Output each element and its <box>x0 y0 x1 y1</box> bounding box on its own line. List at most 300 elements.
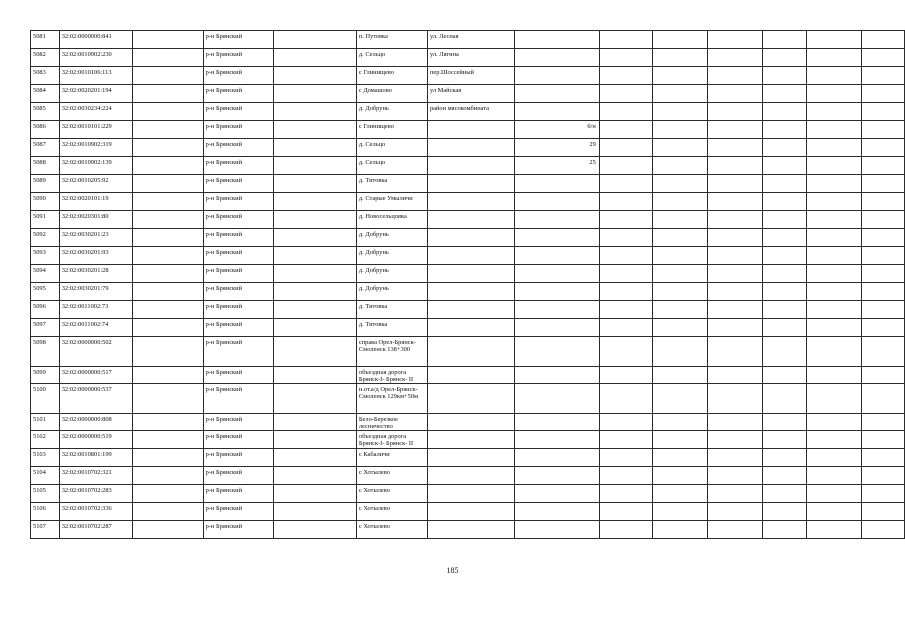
empty-cell <box>807 431 862 449</box>
empty-cell <box>653 103 708 121</box>
empty-cell <box>763 337 807 367</box>
empty-cell <box>763 247 807 265</box>
empty-cell <box>274 265 357 283</box>
row-number-cell: 5091 <box>31 211 60 229</box>
locality-cell: д. Сельцо <box>356 139 427 157</box>
table-row <box>31 414 905 431</box>
empty-cell <box>763 121 807 139</box>
district-cell: р-н Брянский <box>203 449 274 467</box>
empty-cell <box>653 485 708 503</box>
empty-cell <box>599 265 652 283</box>
empty-cell <box>599 414 652 431</box>
empty-cell <box>807 449 862 467</box>
empty-cell <box>862 384 905 414</box>
empty-cell <box>599 175 652 193</box>
table-row <box>31 247 905 265</box>
district-cell: р-н Брянский <box>203 49 274 67</box>
locality-cell: д. Сельцо <box>356 49 427 67</box>
locality-cell: д. Новосельцовка <box>356 211 427 229</box>
house-number-cell: 25 <box>515 157 600 175</box>
empty-cell <box>133 265 203 283</box>
empty-cell <box>599 485 652 503</box>
table-row <box>31 211 905 229</box>
empty-cell <box>708 121 763 139</box>
house-number-cell <box>515 485 600 503</box>
house-number-cell <box>515 283 600 301</box>
empty-cell <box>653 121 708 139</box>
table-row <box>31 449 905 467</box>
table-body <box>31 31 905 539</box>
locality-cell: д. Добрунь <box>356 265 427 283</box>
empty-cell <box>274 367 357 384</box>
district-cell: р-н Брянский <box>203 414 274 431</box>
cadastral-number-cell: 32:02:0000000:519 <box>59 431 133 449</box>
empty-cell <box>274 414 357 431</box>
house-number-cell <box>515 301 600 319</box>
empty-cell <box>133 49 203 67</box>
empty-cell <box>862 121 905 139</box>
cadastral-number-cell: 32:02:0000000:502 <box>59 337 133 367</box>
empty-cell <box>862 485 905 503</box>
empty-cell <box>133 139 203 157</box>
house-number-cell <box>515 247 600 265</box>
empty-cell <box>599 157 652 175</box>
empty-cell <box>807 49 862 67</box>
locality-cell: д. Старые Умыличи <box>356 193 427 211</box>
empty-cell <box>133 31 203 49</box>
cadastral-number-cell: 32:02:0011002:74 <box>59 319 133 337</box>
street-cell <box>427 175 514 193</box>
cadastral-number-cell: 32:02:0030201:23 <box>59 229 133 247</box>
empty-cell <box>807 384 862 414</box>
table-row <box>31 139 905 157</box>
table-row <box>31 431 905 449</box>
empty-cell <box>133 384 203 414</box>
empty-cell <box>807 211 862 229</box>
district-cell: р-н Брянский <box>203 211 274 229</box>
house-number-cell: б/н <box>515 121 600 139</box>
empty-cell <box>763 175 807 193</box>
locality-cell: д. Добрунь <box>356 247 427 265</box>
empty-cell <box>708 521 763 539</box>
house-number-cell <box>515 85 600 103</box>
cadastral-number-cell: 32:02:0030201:93 <box>59 247 133 265</box>
empty-cell <box>653 157 708 175</box>
empty-cell <box>807 121 862 139</box>
empty-cell <box>599 67 652 85</box>
empty-cell <box>807 301 862 319</box>
empty-cell <box>133 247 203 265</box>
empty-cell <box>599 301 652 319</box>
empty-cell <box>274 67 357 85</box>
locality-cell: н.от.а/д Орел-Брянск-Смоленск 129км+50м <box>356 384 427 414</box>
table-row <box>31 384 905 414</box>
house-number-cell <box>515 49 600 67</box>
locality-cell: справа Орел-Брянск-Смоленск 138+300 <box>356 337 427 367</box>
empty-cell <box>133 229 203 247</box>
table-row <box>31 103 905 121</box>
empty-cell <box>862 49 905 67</box>
row-number-cell: 5090 <box>31 193 60 211</box>
house-number-cell <box>515 431 600 449</box>
empty-cell <box>807 193 862 211</box>
empty-cell <box>653 337 708 367</box>
street-cell <box>427 247 514 265</box>
empty-cell <box>653 139 708 157</box>
district-cell: р-н Брянский <box>203 503 274 521</box>
empty-cell <box>599 139 652 157</box>
cadastral-number-cell: 32:02:0020301:80 <box>59 211 133 229</box>
empty-cell <box>763 467 807 485</box>
district-cell: р-н Брянский <box>203 367 274 384</box>
district-cell: р-н Брянский <box>203 384 274 414</box>
district-cell: р-н Брянский <box>203 265 274 283</box>
empty-cell <box>653 31 708 49</box>
street-cell <box>427 449 514 467</box>
table-row <box>31 31 905 49</box>
empty-cell <box>653 175 708 193</box>
table-row <box>31 301 905 319</box>
locality-cell: с Хотылево <box>356 485 427 503</box>
empty-cell <box>763 85 807 103</box>
empty-cell <box>862 503 905 521</box>
empty-cell <box>862 229 905 247</box>
street-cell <box>427 521 514 539</box>
street-cell: ул. Лесная <box>427 31 514 49</box>
empty-cell <box>133 431 203 449</box>
empty-cell <box>763 319 807 337</box>
empty-cell <box>133 211 203 229</box>
empty-cell <box>708 319 763 337</box>
row-number-cell: 5087 <box>31 139 60 157</box>
row-number-cell: 5083 <box>31 67 60 85</box>
empty-cell <box>653 521 708 539</box>
empty-cell <box>807 485 862 503</box>
locality-cell: объездная дорога Брянск-I- Брянск- II <box>356 431 427 449</box>
register-table <box>30 30 905 539</box>
district-cell: р-н Брянский <box>203 337 274 367</box>
empty-cell <box>862 431 905 449</box>
cadastral-number-cell: 32:02:0020101:19 <box>59 193 133 211</box>
empty-cell <box>807 85 862 103</box>
empty-cell <box>708 103 763 121</box>
empty-cell <box>708 503 763 521</box>
empty-cell <box>653 449 708 467</box>
district-cell: р-н Брянский <box>203 139 274 157</box>
cadastral-number-cell: 32:02:0010101:229 <box>59 121 133 139</box>
empty-cell <box>653 431 708 449</box>
empty-cell <box>599 283 652 301</box>
cadastral-number-cell: 32:02:0010702:321 <box>59 467 133 485</box>
locality-cell: п. Путевка <box>356 31 427 49</box>
locality-cell: д. Титовка <box>356 301 427 319</box>
empty-cell <box>862 319 905 337</box>
empty-cell <box>862 85 905 103</box>
empty-cell <box>807 414 862 431</box>
empty-cell <box>862 67 905 85</box>
empty-cell <box>807 319 862 337</box>
empty-cell <box>862 103 905 121</box>
empty-cell <box>763 211 807 229</box>
row-number-cell: 5095 <box>31 283 60 301</box>
table-row <box>31 49 905 67</box>
empty-cell <box>862 521 905 539</box>
locality-cell: д. Добрунь <box>356 283 427 301</box>
house-number-cell <box>515 67 600 85</box>
street-cell <box>427 467 514 485</box>
empty-cell <box>133 485 203 503</box>
empty-cell <box>274 193 357 211</box>
cadastral-number-cell: 32:02:0000000:841 <box>59 31 133 49</box>
cadastral-number-cell: 32:02:0010702:283 <box>59 485 133 503</box>
empty-cell <box>807 67 862 85</box>
empty-cell <box>862 367 905 384</box>
row-number-cell: 5104 <box>31 467 60 485</box>
empty-cell <box>653 414 708 431</box>
locality-cell: с Глинищево <box>356 121 427 139</box>
empty-cell <box>807 337 862 367</box>
locality-cell: д. Сельцо <box>356 157 427 175</box>
empty-cell <box>807 283 862 301</box>
district-cell: р-н Брянский <box>203 157 274 175</box>
cadastral-number-cell: 32:02:0000000:537 <box>59 384 133 414</box>
empty-cell <box>862 265 905 283</box>
house-number-cell <box>515 467 600 485</box>
empty-cell <box>708 193 763 211</box>
empty-cell <box>653 229 708 247</box>
house-number-cell <box>515 229 600 247</box>
street-cell <box>427 503 514 521</box>
cadastral-number-cell: 32:02:0011002:73 <box>59 301 133 319</box>
empty-cell <box>599 337 652 367</box>
empty-cell <box>807 31 862 49</box>
empty-cell <box>133 301 203 319</box>
table-row <box>31 67 905 85</box>
district-cell: р-н Брянский <box>203 193 274 211</box>
empty-cell <box>708 337 763 367</box>
empty-cell <box>599 503 652 521</box>
district-cell: р-н Брянский <box>203 283 274 301</box>
empty-cell <box>862 247 905 265</box>
empty-cell <box>274 301 357 319</box>
empty-cell <box>274 319 357 337</box>
street-cell <box>427 337 514 367</box>
table-row <box>31 157 905 175</box>
empty-cell <box>763 521 807 539</box>
empty-cell <box>763 139 807 157</box>
empty-cell <box>708 229 763 247</box>
empty-cell <box>274 337 357 367</box>
row-number-cell: 5085 <box>31 103 60 121</box>
empty-cell <box>862 175 905 193</box>
house-number-cell <box>515 503 600 521</box>
empty-cell <box>599 431 652 449</box>
empty-cell <box>763 301 807 319</box>
street-cell: ул. Лягина <box>427 49 514 67</box>
locality-cell: с Хотылево <box>356 503 427 521</box>
cadastral-number-cell: 32:02:0020201:194 <box>59 85 133 103</box>
street-cell <box>427 193 514 211</box>
table-row <box>31 193 905 211</box>
empty-cell <box>274 103 357 121</box>
locality-cell: д. Добрунь <box>356 103 427 121</box>
empty-cell <box>708 67 763 85</box>
empty-cell <box>708 265 763 283</box>
empty-cell <box>653 85 708 103</box>
empty-cell <box>807 157 862 175</box>
empty-cell <box>763 384 807 414</box>
house-number-cell <box>515 521 600 539</box>
empty-cell <box>599 49 652 67</box>
empty-cell <box>862 467 905 485</box>
empty-cell <box>599 229 652 247</box>
empty-cell <box>653 301 708 319</box>
empty-cell <box>862 139 905 157</box>
street-cell <box>427 139 514 157</box>
row-number-cell: 5089 <box>31 175 60 193</box>
empty-cell <box>653 211 708 229</box>
empty-cell <box>862 31 905 49</box>
row-number-cell: 5096 <box>31 301 60 319</box>
street-cell: район мясокомбината <box>427 103 514 121</box>
empty-cell <box>653 283 708 301</box>
empty-cell <box>274 157 357 175</box>
empty-cell <box>763 49 807 67</box>
empty-cell <box>708 31 763 49</box>
empty-cell <box>807 367 862 384</box>
table-row <box>31 367 905 384</box>
empty-cell <box>274 211 357 229</box>
street-cell <box>427 229 514 247</box>
house-number-cell: 29 <box>515 139 600 157</box>
empty-cell <box>274 449 357 467</box>
house-number-cell <box>515 367 600 384</box>
table-row <box>31 175 905 193</box>
empty-cell <box>862 337 905 367</box>
empty-cell <box>274 121 357 139</box>
row-number-cell: 5101 <box>31 414 60 431</box>
locality-cell: объездная дорога Брянск-I- Брянск- II <box>356 367 427 384</box>
empty-cell <box>653 503 708 521</box>
row-number-cell: 5102 <box>31 431 60 449</box>
district-cell: р-н Брянский <box>203 85 274 103</box>
house-number-cell <box>515 193 600 211</box>
street-cell <box>427 367 514 384</box>
street-cell <box>427 384 514 414</box>
locality-cell: д. Титовка <box>356 319 427 337</box>
empty-cell <box>708 157 763 175</box>
house-number-cell <box>515 414 600 431</box>
cadastral-number-cell: 32:02:0010702:287 <box>59 521 133 539</box>
empty-cell <box>274 139 357 157</box>
cadastral-number-cell: 32:02:0010902:139 <box>59 157 133 175</box>
row-number-cell: 5093 <box>31 247 60 265</box>
empty-cell <box>807 139 862 157</box>
empty-cell <box>599 521 652 539</box>
empty-cell <box>653 384 708 414</box>
empty-cell <box>653 265 708 283</box>
empty-cell <box>133 337 203 367</box>
empty-cell <box>708 449 763 467</box>
table-row <box>31 319 905 337</box>
table-row <box>31 265 905 283</box>
empty-cell <box>274 521 357 539</box>
table-row <box>31 503 905 521</box>
empty-cell <box>862 211 905 229</box>
cadastral-number-cell: 32:02:0000000:517 <box>59 367 133 384</box>
district-cell: р-н Брянский <box>203 431 274 449</box>
district-cell: р-н Брянский <box>203 121 274 139</box>
cadastral-number-cell: 32:02:0010205:92 <box>59 175 133 193</box>
page-number: 185 <box>446 566 459 575</box>
street-cell <box>427 283 514 301</box>
empty-cell <box>133 67 203 85</box>
empty-cell <box>807 229 862 247</box>
house-number-cell <box>515 337 600 367</box>
street-cell <box>427 211 514 229</box>
empty-cell <box>763 67 807 85</box>
street-cell <box>427 414 514 431</box>
street-cell <box>427 485 514 503</box>
empty-cell <box>599 467 652 485</box>
street-cell <box>427 431 514 449</box>
empty-cell <box>133 467 203 485</box>
empty-cell <box>599 121 652 139</box>
empty-cell <box>708 139 763 157</box>
empty-cell <box>274 503 357 521</box>
street-cell: ул Майская <box>427 85 514 103</box>
row-number-cell: 5098 <box>31 337 60 367</box>
empty-cell <box>133 85 203 103</box>
empty-cell <box>274 247 357 265</box>
street-cell: пер.Шоссейный <box>427 67 514 85</box>
empty-cell <box>133 121 203 139</box>
empty-cell <box>599 103 652 121</box>
empty-cell <box>133 193 203 211</box>
empty-cell <box>708 85 763 103</box>
empty-cell <box>708 283 763 301</box>
cadastral-number-cell: 32:02:0030201:79 <box>59 283 133 301</box>
empty-cell <box>763 431 807 449</box>
empty-cell <box>807 175 862 193</box>
empty-cell <box>708 211 763 229</box>
table-row <box>31 337 905 367</box>
empty-cell <box>274 485 357 503</box>
street-cell <box>427 265 514 283</box>
empty-cell <box>653 67 708 85</box>
house-number-cell <box>515 103 600 121</box>
empty-cell <box>133 319 203 337</box>
empty-cell <box>807 467 862 485</box>
cadastral-number-cell: 32:02:0010902:319 <box>59 139 133 157</box>
empty-cell <box>708 485 763 503</box>
empty-cell <box>763 157 807 175</box>
empty-cell <box>763 229 807 247</box>
row-number-cell: 5099 <box>31 367 60 384</box>
empty-cell <box>807 103 862 121</box>
table-row <box>31 121 905 139</box>
empty-cell <box>274 175 357 193</box>
empty-cell <box>763 193 807 211</box>
empty-cell <box>807 503 862 521</box>
empty-cell <box>763 485 807 503</box>
house-number-cell <box>515 265 600 283</box>
empty-cell <box>763 449 807 467</box>
empty-cell <box>274 283 357 301</box>
empty-cell <box>274 467 357 485</box>
row-number-cell: 5084 <box>31 85 60 103</box>
house-number-cell <box>515 211 600 229</box>
